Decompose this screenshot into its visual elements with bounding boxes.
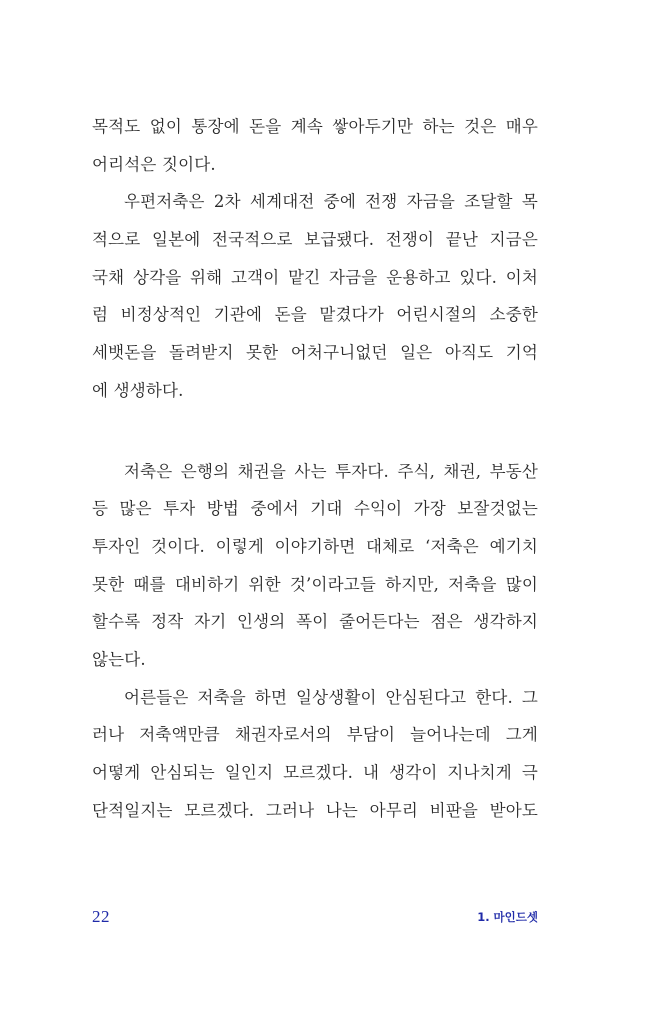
text-line: 러나 저축액만큼 채권자로서의 부담이 늘어나는데 그게	[92, 725, 538, 745]
text-line: 등 많은 투자 방법 중에서 기대 수익이 가장 보잘것없는	[92, 499, 538, 519]
text-line: 럼 비정상적인 기관에 돈을 맡겼다가 어린시절의 소중한	[92, 305, 538, 325]
page-number: 22	[92, 907, 110, 926]
text-line: 어떻게 안심되는 일인지 모르겠다. 내 생각이 지나치게 극	[92, 763, 538, 782]
text-line: 어리석은 짓이다.	[92, 154, 216, 174]
text-line: 에 생생하다.	[92, 380, 184, 400]
text-line: 적으로 일본에 전국적으로 보급됐다. 전쟁이 끝난 지금은	[92, 230, 538, 250]
page-footer	[92, 905, 538, 929]
text-line: 세뱃돈을 돌려받지 못한 어처구니없던 일은 아직도 기억	[92, 343, 538, 363]
text-line: 어른들은 저축을 하면 일상생활이 안심된다고 한다. 그	[124, 687, 538, 707]
body-text	[92, 108, 538, 829]
text-line: 단적일지는 모르겠다. 그러나 나는 아무리 비판을 받아도	[92, 800, 538, 820]
text-line: 국채 상각을 위해 고객이 맡긴 자금을 운용하고 있다. 이처	[92, 267, 538, 287]
paragraph-break	[92, 410, 538, 453]
text-line: 우편저축은 2차 세계대전 중에 전쟁 자금을 조달할 목	[124, 192, 538, 212]
text-line: 할수록 정작 자기 인생의 폭이 줄어든다는 점은 생각하지	[92, 612, 538, 632]
text-line: 못한 때를 대비하기 위한 것’이라고들 하지만, 저축을 많이	[92, 574, 538, 594]
text-line: 저축은 은행의 채권을 사는 투자다. 주식, 채권, 부동산	[124, 461, 538, 481]
chapter-label: 1. 마인드셋	[477, 910, 538, 924]
text-line: 않는다.	[92, 649, 146, 669]
text-line: 투자인 것이다. 이렇게 이야기하면 대체로 ‘저축은 예기치	[92, 536, 538, 556]
text-line: 목적도 없이 통장에 돈을 계속 쌓아두기만 하는 것은 매우	[92, 117, 538, 136]
